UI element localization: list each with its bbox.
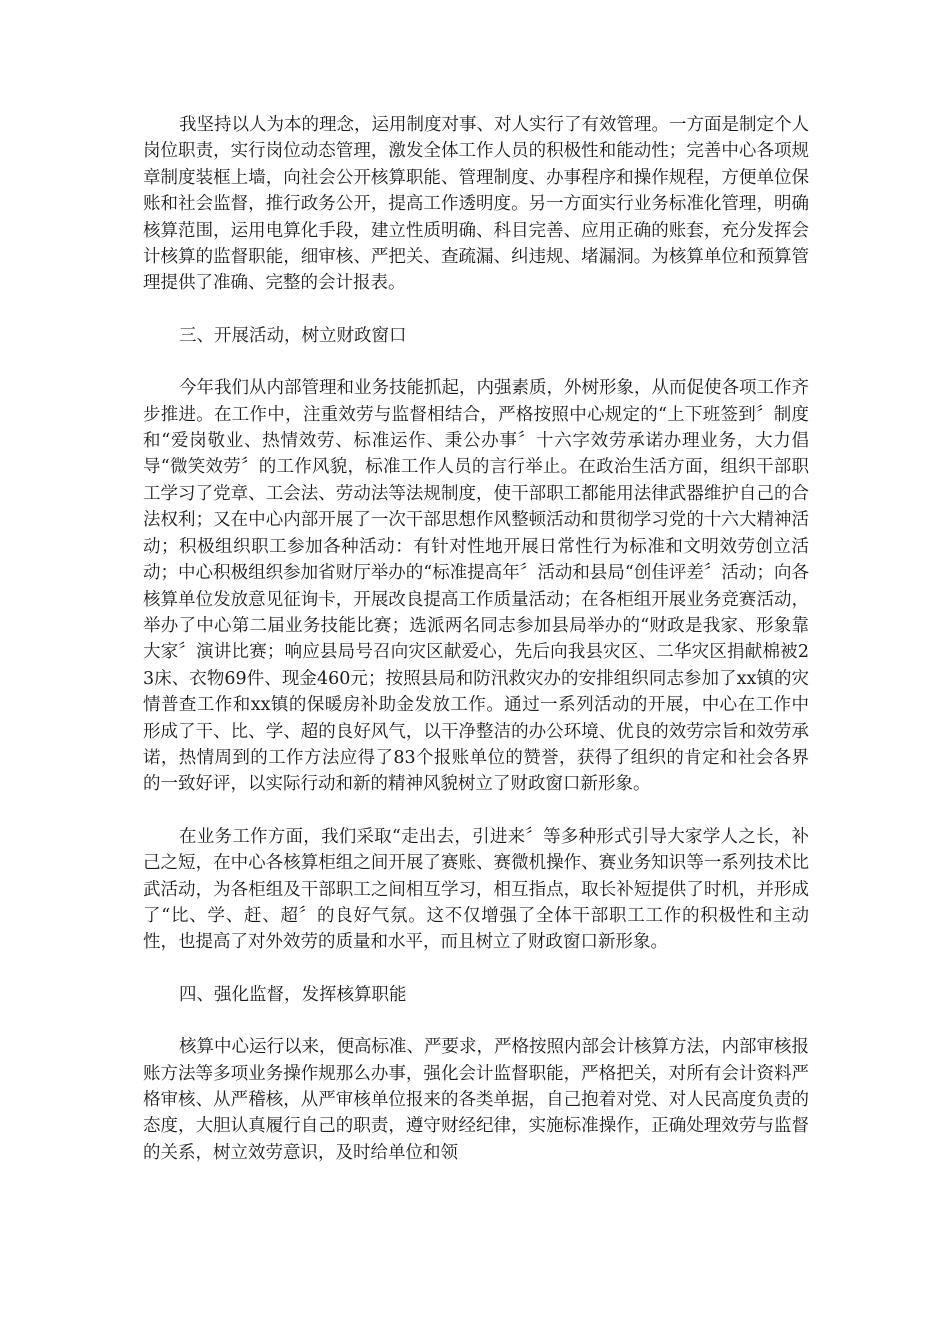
paragraph-gap [143, 297, 809, 323]
section-heading-3: 三、开展活动，树立财政窗口 [179, 325, 407, 346]
paragraph-activities: 今年我们从内部管理和业务技能抓起，内强素质，外树形象，从而促使各项工作齐步推进。在工作中，注重效劳与监督相结合，严格按照中心规定的“上下班签到〞制度和“爱岗敬业、热情效劳、标准运作、秉公办事〞十六字效劳承诺办理业务，大力倡导“微笑效劳〞的工作风貌，标准工作人员的言行举止。在政治生活方面，组织干部职工学习了党章、工会法、劳动法等法规制度，使干部职工都能用法律武器维护自己的合法权利；又在中心内部开展了一次干部思想作风整顿活动和贯彻学习党的十六大精神活动；积极组织职工参加各种活动：有针对性地开展日常性行为标准和文明效劳创立活动；中心积极组织参加省财厅举办的“标准提高年〞活动和县局“创佳评差〞活动；向各核算单位发放意见征询卡，开展改良提高工作质量活动；在各柜组开展业务竞赛活动，举办了中心第二届业务技能比赛；选派两名同志参加县局举办的“财政是我家、形象靠大家〞演讲比赛；响应县局号召向灾区献爱心，先后向我县灾区、二华灾区捐献棉被23床、衣物69件、现金460元；按照县局和防汛救灾办的安排组织同志参加了xx镇的灾情普查工作和xx镇的保暖房补助金发放工作。通过一系列活动的开展，中心在工作中形成了干、比、学、超的良好风气，以干净整洁的办公环境、优良的效劳宗旨和效劳承诺，热情周到的工作方法应得了83个报账单位的赞誉，获得了组织的肯定和社会各界的一致好评，以实际行动和新的精神风貌树立了财政窗口新形象。 [143, 378, 809, 795]
paragraph-gap [143, 1008, 809, 1034]
paragraph-gap [143, 349, 809, 375]
paragraph-supervision: 核算中心运行以来，便高标准、严要求，严格按照内部会计核算方法，内部审核报账方法等多项业务操作规那么办事，强化会计监督职能，严格把关，对所有会计资料严格审核、从严稽核，从严审核单位报来的各类单据，自己抱着对党、对人民高度负责的态度，大胆认真履行自己的职责，遵守财经纪律，实施标准操作，正确处理效劳与监督的关系，树立效劳意识，及时给单位和领 [143, 1037, 809, 1163]
paragraph-gap [143, 798, 809, 824]
paragraph-gap [143, 956, 809, 982]
document-page [143, 112, 809, 1166]
section-heading-4: 四、强化监督，发挥核算职能 [179, 984, 407, 1005]
paragraph-management: 我坚持以人为本的理念，运用制度对事、对人实行了有效管理。一方面是制定个人岗位职责，实行岗位动态管理，激发全体工作人员的积极性和能动性；完善中心各项规章制度装框上墙，向社会公开核算职能、管理制度、办事程序和操作规程，方便单位保账和社会监督，推行政务公开，提高工作透明度。另一方面实行业务标准化管理，明确核算范围，运用电算化手段，建立性质明确、科目完善、应用正确的账套，充分发挥会计核算的监督职能，细审核、严把关、查疏漏、纠违规、堵漏洞。为核算单位和预算管理提供了准确、完整的会计报表。 [143, 115, 809, 294]
paragraph-business-work: 在业务工作方面，我们采取“走出去，引进来〞等多种形式引导大家学人之长，补己之短，在中心各核算柜组之间开展了赛账、赛微机操作、赛业务知识等一系列技术比武活动，为各柜组及干部职工之间相互学习，相互指点，取长补短提供了时机，并形成了“比、学、赶、超〞的良好气氛。这不仅增强了全体干部职工工作的积极性和主动性，也提高了对外效劳的质量和水平，而且树立了财政窗口新形象。 [143, 826, 809, 953]
